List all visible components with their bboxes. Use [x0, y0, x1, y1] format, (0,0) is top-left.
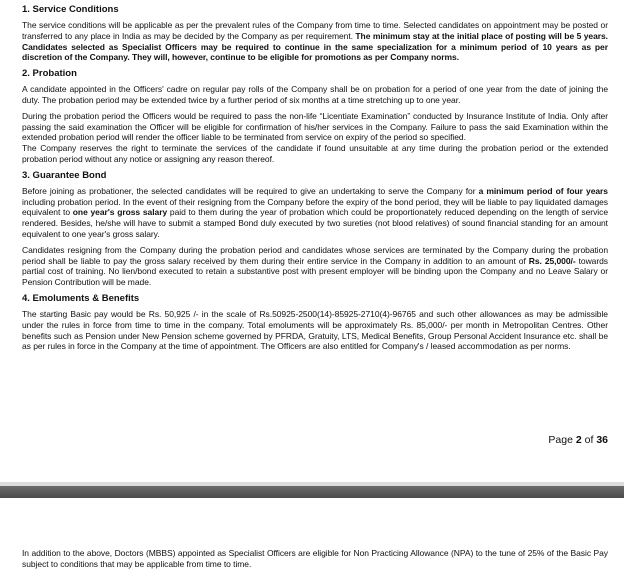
section-heading-guarantee-bond: 3. Guarantee Bond — [22, 169, 107, 181]
section-heading-emoluments: 4. Emoluments & Benefits — [22, 292, 140, 304]
next-page-content — [22, 548, 608, 575]
emoluments-paragraph: The starting Basic pay would be Rs. 50,925 /- in the scale of Rs.50925-2500(14)-85925-2710(4)-96765 and such other allowances as may be admissible under the rules in force from time to time in the company. Total emoluments will be approximately Rs. 85,000/- per month in Metropolitan Centres. Other benefits such as Pension under New Pension scheme governed by PFRDA, Gratuity, LTS, Medical Benefits, Group Personal Accident Insurance etc. shall be as per rules in force in the Company at the time of appointment. The Officers are also entitled for Company's / leased accommodation as per norms. — [22, 308, 608, 352]
service-conditions-paragraph: The service conditions will be applicable as per the prevalent rules of the Company from time to time. Selected candidates on appointment may be posted or transferred to any place in India as may be decided by the Company as per requirement. The minimum stay at the initial place of posting will be 5 years. Candidates selected as Specialist Officers may be required to continue in the same specialization for a minimum period of 10 years as per discretion of the Company. They will, however, continue to be eligible for promotions as per Company norms. — [22, 20, 608, 63]
probation-paragraph-2: During the probation period the Officers would be required to pass the non-life “Licentiate Examination” conducted by Insurance Institute of India. Only after passing the said examination the Officer will be eligible for confirmation of his/her services in the Company. Failure to pass the said Examination within the extended probation period will render the officer liable to be terminated from service on expiry of the period so specified. — [22, 110, 608, 143]
page-number: Page 2 of 36 — [548, 434, 608, 446]
probation-paragraph-1: A candidate appointed in the Officers' cadre on regular pay rolls of the Company shall be on probation for a period of one year from the date of joining the duty. The probation period may be extended twice by a further period of six months at a time stretching up to one year. — [22, 84, 608, 105]
guarantee-bond-paragraph-2: Candidates resigning from the Company during the probation period and candidates whose services are terminated by the Company during the probation period shall be liable to pay the gross salary received by them during their entire service in the Company in addition to an amount of Rs. 25,000/- towards partial cost of training. No lien/bond executed to retain a substantive post with present employer will be binding upon the Company and no Leave Salary or Pension Contribution will be made. — [22, 244, 608, 288]
section-heading-service-conditions: 1. Service Conditions — [22, 4, 119, 15]
next-page-paragraph: In addition to the above, Doctors (MBBS) appointed as Specialist Officers are eligible for Non Practicing Allowance (NPA) to the tune of 25% of the Basic Pay subject to conditions that may be applicable from time to time. — [22, 548, 608, 569]
section-heading-probation: 2. Probation — [22, 68, 77, 80]
page-separator — [0, 486, 624, 498]
guarantee-bond-paragraph-1: Before joining as probationer, the selected candidates will be required to give an undertaking to serve the Company for a minimum period of four years including probation period. In the event of their resigning from the Company before the expiry of the bond period, they will be liable to pay liquidated damages equivalent to one year's gross salary paid to them during the year of probation which could be proportionately reduced depending on the length of service rendered. Besides, he/she will have to submit a stamped Bond duly executed by two sureties (not blood relatives) of sound financial standing for an amount equivalent to one year's gross salary. — [22, 185, 608, 239]
page-content — [22, 4, 608, 357]
probation-paragraph-3: The Company reserves the right to terminate the services of the candidate if found unsuitable at any time during the probation period or the extended probation period without any notice or assigning any reason thereof. — [22, 143, 608, 164]
